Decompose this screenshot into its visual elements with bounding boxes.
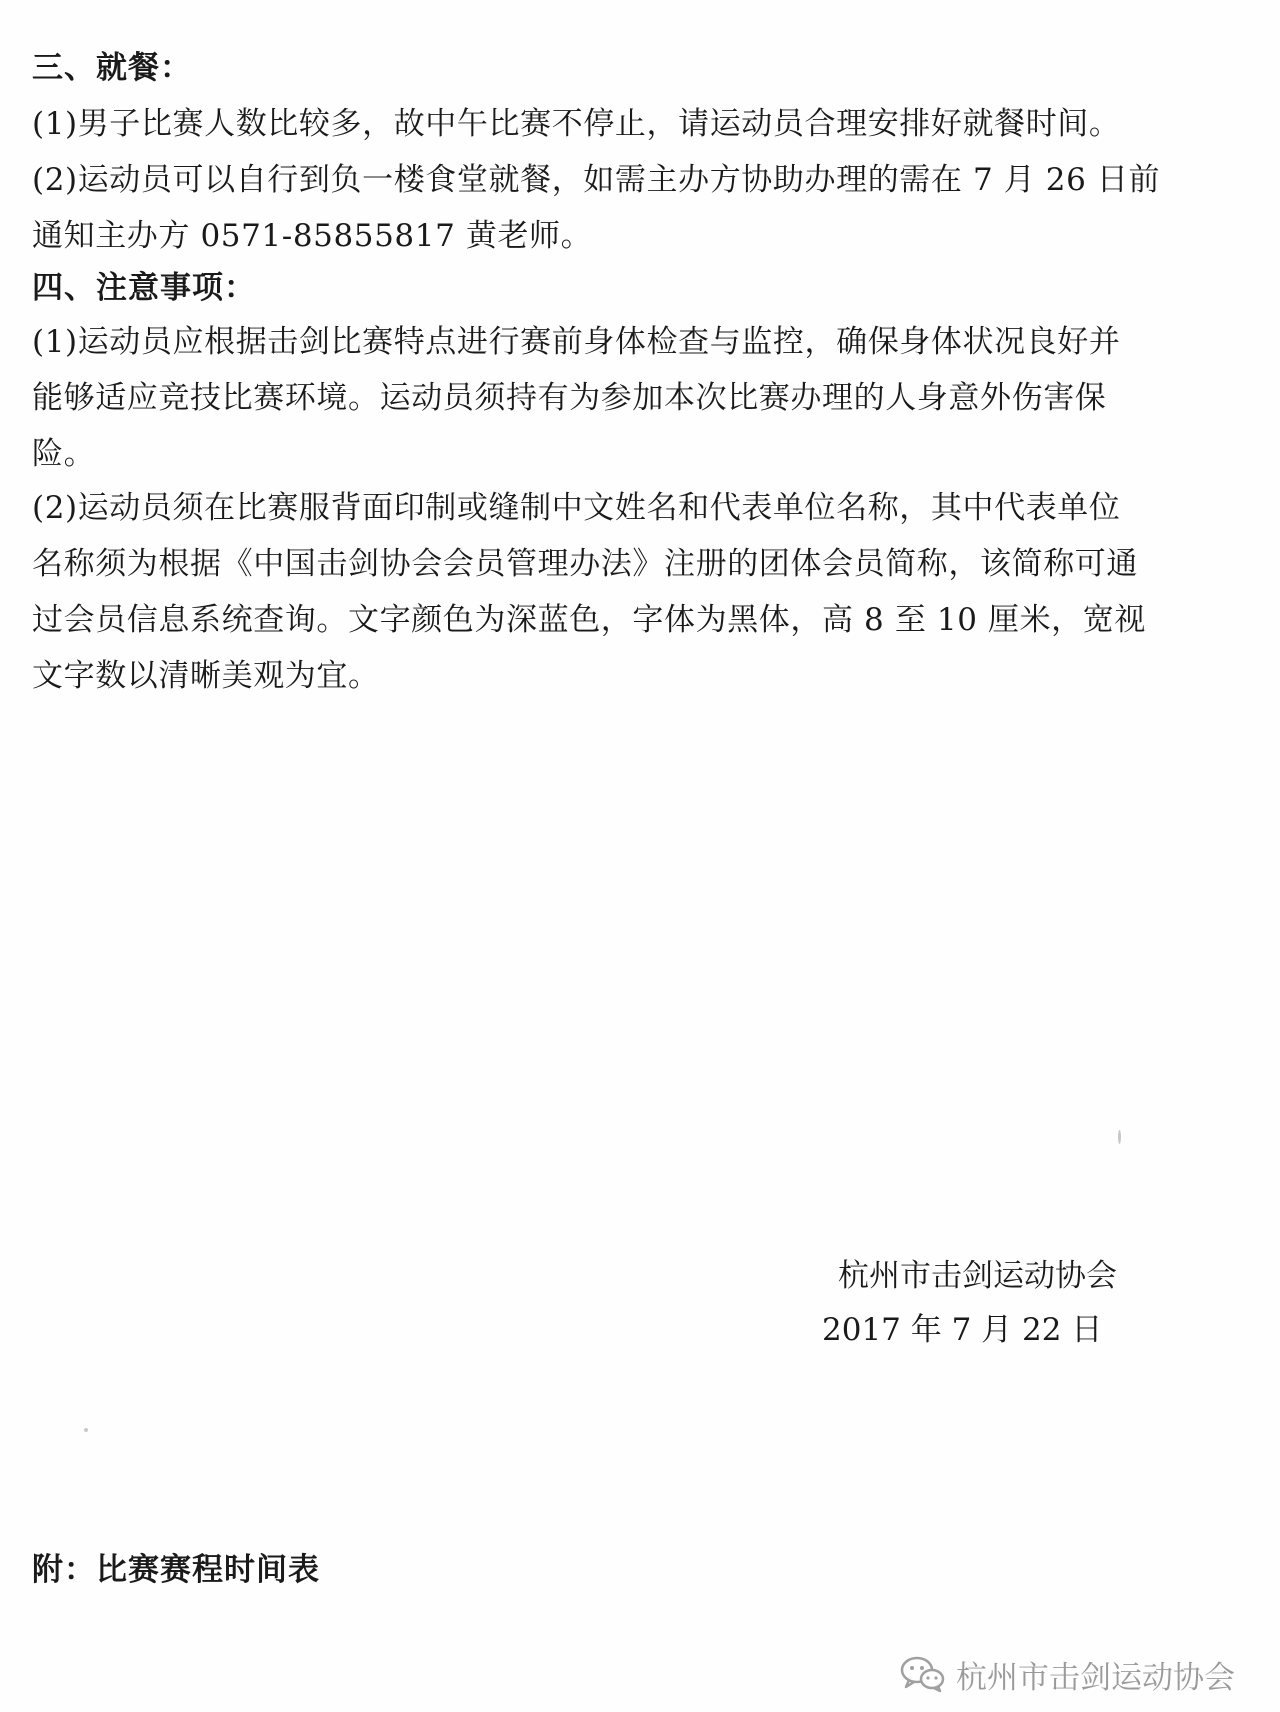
section-4-item-2-line-1: (2)运动员须在比赛服背面印制或缝制中文姓名和代表单位名称，其中代表单位 bbox=[32, 490, 1121, 526]
section-4-item-1-line-3: 险。 bbox=[32, 436, 96, 472]
watermark-text: 杭州市击剑运动协会 bbox=[956, 1659, 1235, 1696]
section-4-item-2-line-4: 文字数以清晰美观为宜。 bbox=[32, 658, 380, 694]
signature-organization: 杭州市击剑运动协会 bbox=[838, 1258, 1117, 1294]
section-4-item-2-line-2: 名称须为根据《中国击剑协会会员管理办法》注册的团体会员简称，该简称可通 bbox=[32, 546, 1138, 582]
section-4-item-2-line-3: 过会员信息系统查询。文字颜色为深蓝色，字体为黑体，高 8 至 10 厘米，宽视 bbox=[32, 602, 1146, 638]
section-4-heading: 四、注意事项： bbox=[32, 270, 256, 306]
section-3-item-1: (1)男子比赛人数比较多，故中午比赛不停止，请运动员合理安排好就餐时间。 bbox=[32, 106, 1121, 142]
attachment-label: 附：比赛赛程时间表 bbox=[32, 1552, 320, 1588]
scan-speck bbox=[1118, 1130, 1121, 1144]
section-3-heading: 三、就餐： bbox=[32, 50, 192, 86]
section-4-item-1-line-1: (1)运动员应根据击剑比赛特点进行赛前身体检查与监控，确保身体状况良好并 bbox=[32, 324, 1121, 360]
wechat-watermark bbox=[900, 1652, 1235, 1696]
signature-date: 2017 年 7 月 22 日 bbox=[822, 1312, 1103, 1348]
section-3-item-2-line-2: 通知主办方 0571-85855817 黄老师。 bbox=[32, 218, 593, 254]
section-4-item-1-line-2: 能够适应竞技比赛环境。运动员须持有为参加本次比赛办理的人身意外伤害保 bbox=[32, 380, 1107, 416]
wechat-icon bbox=[900, 1654, 946, 1694]
section-3-item-2-line-1: (2)运动员可以自行到负一楼食堂就餐，如需主办方协助办理的需在 7 月 26 日前 bbox=[32, 162, 1161, 198]
scan-speck bbox=[84, 1428, 88, 1432]
